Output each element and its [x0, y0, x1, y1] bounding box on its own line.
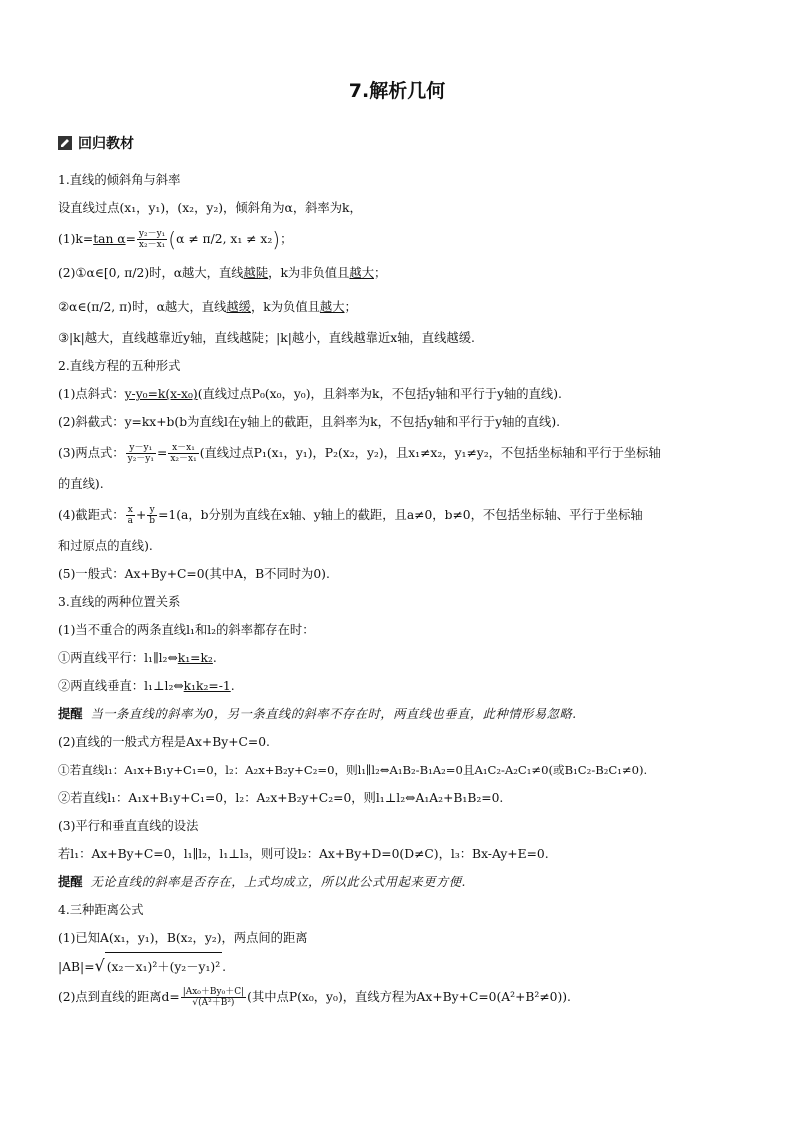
- reminder-label: 提醒: [58, 707, 83, 721]
- text-line: ③|k|越大，直线越靠近y轴，直线越陡；|k|越小，直线越靠近x轴，直线越缓.: [58, 331, 475, 345]
- sqrt-expression: (x₂－x₁)²＋(y₂－y₁)²: [105, 952, 222, 980]
- section-title: 回归教材: [78, 136, 134, 152]
- reminder-note: 提醒 当一条直线的斜率为0，另一条直线的斜率不存在时，两直线也垂直，此种情形易忽略.: [58, 707, 577, 721]
- underlined-answer: 越缓: [226, 300, 251, 314]
- two-point-form-line: (3)两点式： $\frac{\text{y－y₁}}{\text{y₂－y₁}}$ = $\frac{\text{x－x₁}}{\text{x₂－x₁}}$ (直线过点P₁(x₁，y₁)，P₂(x₂，y₂)，且x₁≠x₂，y₁≠y₂，不包括坐标轴和平行于坐标轴: [58, 443, 661, 464]
- fraction: $\frac{\text{y₂－y₁}}{\text{x₂－x₁}}$: [138, 229, 166, 250]
- underlined-answer: tan α: [93, 232, 126, 246]
- slope-formula-line: (1)k=tan α= $\frac{\text{y₂－y₁}}{\text{x₂－x₁}}$ (α ≠ π/2, x₁ ≠ x₂)；: [58, 227, 293, 252]
- underlined-answer: k₁=k₂: [177, 651, 213, 665]
- heading-3: 3.直线的两种位置关系: [58, 595, 181, 609]
- text-line: 的直线).: [58, 477, 104, 491]
- underlined-answer: 越陡: [243, 266, 269, 280]
- text-line: ①两直线平行：l₁∥l₂⇔k₁=k₂.: [58, 651, 217, 665]
- underlined-answer: k₁k₂=-1: [183, 679, 231, 693]
- text-line: (2)直线的一般式方程是Ax+By+C=0.: [58, 735, 270, 749]
- text-line: (1)当不重合的两条直线l₁和l₂的斜率都存在时：: [58, 623, 315, 637]
- distance-formula-line: |AB|=√ (x₂－x₁)²＋(y₂－y₁)² .: [58, 952, 748, 980]
- intercept-form-line: (4)截距式： $\frac{x}{a}$ + $\frac{y}{b}$ =1(a，b分别为直线在x轴、y轴上的截距，且a≠0，b≠0，不包括坐标轴、平行于坐标轴: [58, 505, 643, 526]
- text-line: ②若直线l₁：A₁x+B₁y+C₁=0，l₂：A₂x+B₂y+C₂=0，则l₁⊥l₂⇔A₁A₂+B₁B₂=0.: [58, 791, 504, 805]
- reminder-label: 提醒: [58, 875, 83, 889]
- fraction: $\frac{\text{x－x₁}}{\text{x₂－x₁}}$: [170, 443, 197, 464]
- content-body: [58, 166, 748, 1014]
- text-line: (2)①α∈[0, π/2)时，α越大，直线越陡，k为非负值且越大；: [58, 266, 387, 280]
- page-title: 7.解析几何: [348, 80, 446, 102]
- point-line-distance-line: (2)点到直线的距离d= $\frac{\text{|Ax₀＋By₀＋C|}}{\text{√(A²＋B²)}}$ (其中点P(x₀，y₀)，直线方程为Ax+By+C=0(A²+B²≠0)).: [58, 987, 571, 1008]
- text-line: (2)斜截式：y=kx+b(b为直线l在y轴上的截距，且斜率为k，不包括y轴和平行于y轴的直线).: [58, 415, 561, 429]
- section-header: [58, 133, 134, 153]
- underlined-answer: 越大: [349, 266, 374, 280]
- text-line: (3)平行和垂直直线的设法: [58, 819, 199, 833]
- text-line: (5)一般式：Ax+By+C=0(其中A，B不同时为0).: [58, 567, 330, 581]
- heading-2: 2.直线方程的五种形式: [58, 359, 181, 373]
- underlined-answer: 越大: [319, 300, 345, 314]
- text-line: (1)已知A(x₁，y₁)，B(x₂，y₂)，两点间的距离: [58, 931, 308, 945]
- fraction: $\frac{\text{y－y₁}}{\text{y₂－y₁}}$: [127, 443, 154, 464]
- text-line: 和过原点的直线).: [58, 539, 153, 553]
- heading-4: 4.三种距离公式: [58, 903, 144, 917]
- text-line: (1)点斜式：y-y₀=k(x-x₀)(直线过点P₀(x₀，y₀)，且斜率为k，不包括y轴和平行于y轴的直线).: [58, 387, 562, 401]
- text-line: 设直线过点(x₁，y₁)，(x₂，y₂)，倾斜角为α，斜率为k，: [58, 201, 362, 215]
- pencil-square-icon: [58, 136, 72, 150]
- fraction: $\frac{\text{|Ax₀＋By₀＋C|}}{\text{√(A²＋B²)}}$: [182, 987, 245, 1008]
- reminder-note: 提醒 无论直线的斜率是否存在，上式均成立，所以此公式用起来更方便.: [58, 875, 466, 889]
- text-line: 若l₁：Ax+By+C=0，l₁∥l₂，l₁⊥l₃，则可设l₂：Ax+By+D=0(D≠C)，l₃：Bx-Ay+E=0.: [58, 847, 549, 861]
- heading-1: 1.直线的倾斜角与斜率: [58, 173, 181, 187]
- underlined-answer: y-y₀=k(x-x₀): [124, 387, 198, 401]
- text-line: ②α∈(π/2, π)时，α越大，直线越缓，k为负值且越大；: [58, 300, 357, 314]
- text-line: ②两直线垂直：l₁⊥l₂⇔k₁k₂=-1.: [58, 679, 235, 693]
- text-line: ①若直线l₁：A₁x+B₁y+C₁=0，l₂：A₂x+B₂y+C₂=0，则l₁∥l₂⇔A₁B₂-B₁A₂=0且A₁C₂-A₂C₁≠0(或B₁C₂-B₂C₁≠0).: [58, 763, 648, 777]
- fraction: $\frac{x}{a}$: [127, 505, 133, 526]
- fraction: $\frac{y}{b}$: [149, 505, 156, 526]
